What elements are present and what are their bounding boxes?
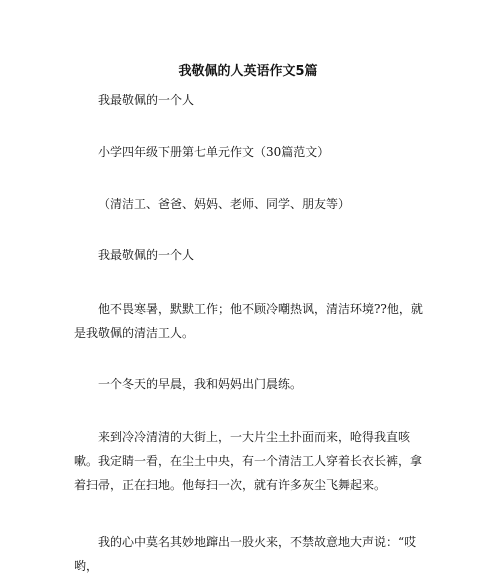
paragraph-8: 我的心中莫名其妙地蹿出一股火来，不禁故意地大声说：“哎哟， [74, 535, 417, 573]
paragraph-6: 一个冬天的早晨，我和妈妈出门晨练。 [98, 377, 303, 391]
document-title: 我敬佩的人英语作文5篇 [178, 64, 318, 79]
paragraph-4: 我最敬佩的一个人 [98, 248, 195, 262]
paragraph-1: 我最敬佩的一个人 [98, 93, 195, 107]
paragraph-2: 小学四年级下册第七单元作文（30篇范文） [98, 145, 330, 159]
paragraph-5: 他不畏寒暑，默默工作；他不顾冷嘲热讽，清洁环境??他，就是我敬佩的清洁工人。 [74, 302, 423, 340]
paragraph-3: （清洁工、爸爸、妈妈、老师、同学、朋友等） [98, 197, 351, 211]
paragraph-7: 来到冷冷清清的大街上，一大片尘土扑面而来，呛得我直咳嗽。我定睛一看，在尘土中央，有一个清洁工人穿着长衣长裤，拿着扫帚，正在扫地。他每扫一次，就有许多灰尘飞舞起来。 [74, 430, 423, 492]
